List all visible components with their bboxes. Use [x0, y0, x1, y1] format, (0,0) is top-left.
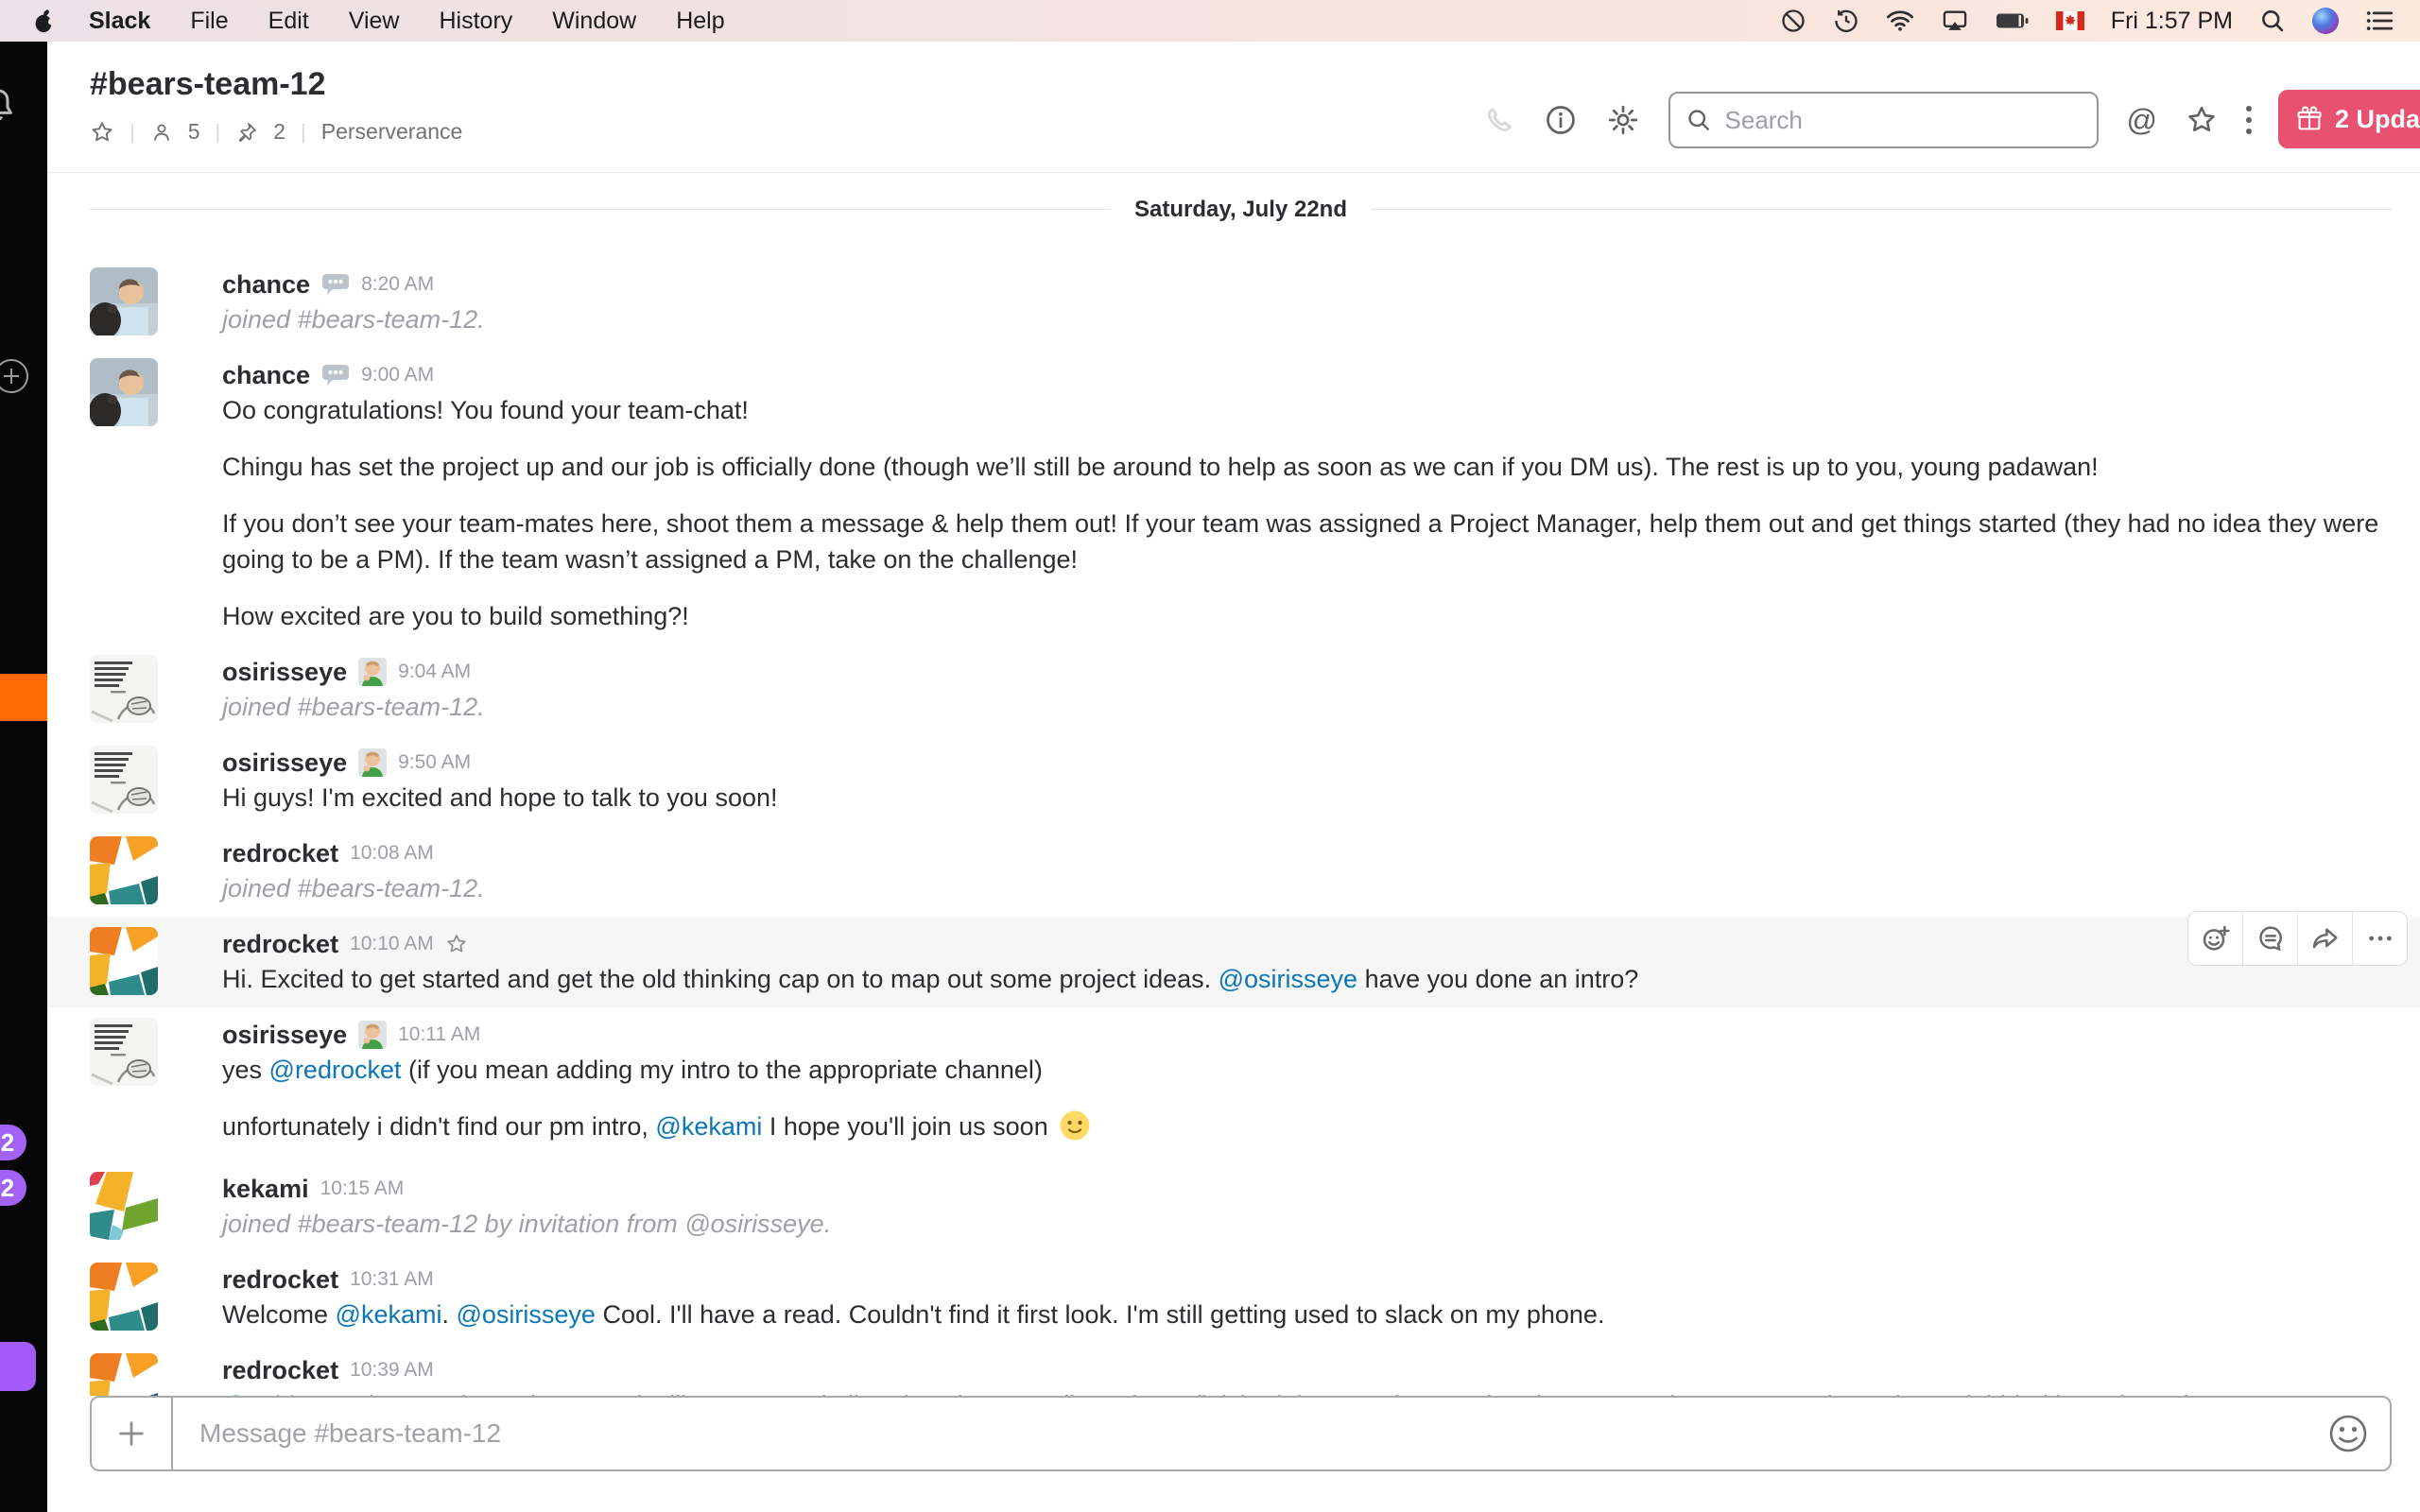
- message-input[interactable]: [173, 1398, 2390, 1469]
- siri-icon[interactable]: [2312, 8, 2339, 34]
- mention-link[interactable]: @osirisseye: [1218, 965, 1358, 993]
- pin-icon[interactable]: [235, 121, 258, 144]
- menu-file[interactable]: File: [190, 7, 229, 34]
- success-kid-emoji: [358, 748, 387, 777]
- call-icon[interactable]: [1483, 104, 1515, 136]
- message-text: Oo congratulations! You found your team-chat!: [222, 396, 749, 424]
- username[interactable]: kekami: [222, 1174, 309, 1203]
- workspace-tile-purple[interactable]: [0, 1342, 36, 1391]
- unread-badge[interactable]: 2: [0, 1125, 26, 1160]
- message-row[interactable]: [47, 644, 2420, 735]
- macos-menu-bar: [0, 0, 2420, 42]
- message-list[interactable]: [47, 172, 2420, 1512]
- star-channel-icon[interactable]: [90, 120, 114, 145]
- menu-view[interactable]: View: [348, 7, 400, 34]
- message-row[interactable]: [47, 1161, 2420, 1252]
- menu-edit[interactable]: Edit: [268, 7, 309, 34]
- timestamp[interactable]: 10:39 AM: [350, 1359, 434, 1381]
- search-box[interactable]: [1668, 92, 2099, 148]
- search-icon: [1685, 107, 1712, 133]
- menu-history[interactable]: History: [439, 7, 513, 34]
- message-text: If you don’t see your team-mates here, shoot them a message & help them out! If your team was assigned a Project Manager, help them out and get things started (they had no idea they were going to be a PM). If the team wasn’t assigned a PM, take on the challenge!: [222, 509, 2379, 574]
- channel-header: [47, 42, 2420, 173]
- attach-plus-button[interactable]: [92, 1398, 173, 1469]
- more-options-icon[interactable]: [2246, 106, 2252, 134]
- apple-menu-icon[interactable]: [32, 8, 55, 34]
- username[interactable]: osirisseye: [222, 1020, 348, 1049]
- share-icon[interactable]: [2297, 912, 2352, 965]
- canada-flag-icon: [2056, 11, 2084, 30]
- timestamp[interactable]: 10:11 AM: [398, 1023, 481, 1045]
- members-icon[interactable]: [150, 121, 173, 144]
- pins-count[interactable]: 2: [273, 119, 286, 144]
- avatar[interactable]: [90, 267, 158, 335]
- avatar[interactable]: [90, 746, 158, 814]
- slightly-smiling-emoji: [1059, 1109, 1091, 1151]
- airplay-icon[interactable]: [1941, 8, 1969, 34]
- menu-clock[interactable]: Fri 1:57 PM: [2110, 7, 2233, 34]
- message-text: How excited are you to build something?!: [222, 602, 689, 630]
- message-row[interactable]: [47, 348, 2420, 644]
- time-machine-icon[interactable]: [1833, 8, 1859, 34]
- system-text: joined #bears-team-12 by invitation from @osirisseye.: [222, 1210, 832, 1238]
- message-row[interactable]: [47, 826, 2420, 917]
- mention-link[interactable]: @kekami: [655, 1112, 763, 1141]
- message-row[interactable]: [47, 1252, 2420, 1343]
- channel-topic[interactable]: Perserverance: [320, 119, 463, 144]
- username[interactable]: chance: [222, 269, 311, 299]
- gear-icon[interactable]: [1606, 103, 1640, 137]
- channel-view: [47, 42, 2420, 1512]
- channel-meta: | 5 | 2 | Perserverance: [90, 119, 462, 145]
- username[interactable]: osirisseye: [222, 747, 348, 777]
- mention-link[interactable]: @osirisseye: [456, 1300, 596, 1329]
- unread-badge[interactable]: 2: [0, 1170, 26, 1206]
- menu-help[interactable]: Help: [676, 7, 725, 34]
- wifi-icon[interactable]: [1886, 9, 1914, 33]
- username[interactable]: redrocket: [222, 1264, 339, 1294]
- menu-window[interactable]: Window: [552, 7, 637, 34]
- avatar[interactable]: [90, 655, 158, 723]
- starred-items-icon[interactable]: [2186, 104, 2218, 136]
- system-text: joined #bears-team-12.: [222, 693, 485, 721]
- avatar[interactable]: [90, 358, 158, 426]
- success-kid-emoji: [358, 1021, 387, 1049]
- system-text: joined #bears-team-12.: [222, 305, 485, 334]
- info-icon[interactable]: [1544, 103, 1578, 137]
- mention-link[interactable]: @kekami: [335, 1300, 442, 1329]
- system-text: joined #bears-team-12.: [222, 874, 485, 902]
- message-row-hovered[interactable]: [47, 917, 2420, 1007]
- date-divider: [90, 191, 2392, 229]
- avatar[interactable]: [90, 927, 158, 995]
- battery-icon: [1996, 11, 2030, 30]
- spotlight-search-icon[interactable]: [2259, 8, 2286, 34]
- username[interactable]: redrocket: [222, 1355, 339, 1384]
- timestamp[interactable]: 9:50 AM: [398, 751, 472, 773]
- avatar[interactable]: [90, 1263, 158, 1331]
- timestamp[interactable]: 10:08 AM: [350, 842, 434, 864]
- message-row[interactable]: [47, 735, 2420, 826]
- timestamp[interactable]: 8:20 AM: [361, 273, 435, 295]
- channel-title[interactable]: #bears-team-12: [90, 66, 326, 102]
- workspace-rail: [0, 42, 47, 1512]
- members-count[interactable]: 5: [187, 119, 200, 144]
- mentions-icon[interactable]: @: [2126, 102, 2157, 137]
- avatar[interactable]: [90, 1018, 158, 1086]
- message-text: unfortunately i didn't find our pm intro, @kekami I hope you'll join us soon: [222, 1108, 2392, 1151]
- search-input[interactable]: [1723, 105, 2082, 136]
- thread-comment-icon[interactable]: [2242, 912, 2297, 965]
- message-text: Chingu has set the project up and our job is officially done (though we’ll still be around to help as soon as we can if you DM us). The rest is up to you, young padawan!: [222, 453, 2099, 481]
- mention-link[interactable]: @redrocket: [268, 1056, 402, 1084]
- speech-balloon-emoji: [321, 271, 350, 298]
- workspace-tile-orange[interactable]: [0, 674, 47, 721]
- success-kid-emoji: [358, 658, 387, 686]
- composer-area: [47, 1396, 2420, 1512]
- gift-icon: [2295, 105, 2324, 133]
- timestamp[interactable]: 9:04 AM: [398, 661, 472, 682]
- timestamp[interactable]: 10:31 AM: [350, 1268, 434, 1290]
- timestamp[interactable]: 10:10 AM: [350, 933, 434, 954]
- message-row[interactable]: [47, 257, 2420, 348]
- username[interactable]: redrocket: [222, 838, 339, 868]
- message-text: Hi. Excited to get started and get the old thinking cap on to map out some project ideas. @osirisseye have you done an intro?: [222, 965, 1639, 993]
- bell-icon[interactable]: [0, 85, 17, 129]
- updates-label: 2 Upda: [2335, 104, 2420, 133]
- message-actions-toolbar: [2187, 911, 2408, 966]
- message-row[interactable]: [47, 1007, 2420, 1161]
- starred-message-icon[interactable]: [445, 933, 468, 955]
- add-reaction-icon[interactable]: [2188, 912, 2242, 965]
- username[interactable]: osirisseye: [222, 657, 348, 686]
- add-workspace-icon[interactable]: [0, 358, 29, 394]
- timestamp[interactable]: 9:00 AM: [361, 364, 435, 386]
- message-text: yes @redrocket (if you mean adding my intro to the appropriate channel): [222, 1056, 1043, 1084]
- date-label[interactable]: Saturday, July 22nd: [1110, 191, 1372, 229]
- emoji-picker-icon[interactable]: [2327, 1413, 2369, 1459]
- avatar[interactable]: [90, 836, 158, 904]
- speech-balloon-emoji: [321, 362, 350, 388]
- message-text: Welcome @kekami. @osirisseye Cool. I'll have a read. Couldn't find it first look. I'm still getting used to slack on my phone.: [222, 1300, 1605, 1329]
- message-text: Hi guys! I'm excited and hope to talk to you soon!: [222, 783, 778, 812]
- username[interactable]: chance: [222, 360, 311, 389]
- message-composer[interactable]: [90, 1396, 2392, 1471]
- notification-center-icon[interactable]: [2365, 9, 2394, 33]
- more-actions-icon[interactable]: [2352, 912, 2407, 965]
- updates-button[interactable]: [2278, 90, 2420, 148]
- username[interactable]: redrocket: [222, 929, 339, 958]
- do-not-disturb-icon[interactable]: [1780, 8, 1806, 34]
- avatar[interactable]: [90, 1172, 158, 1240]
- menu-slack[interactable]: Slack: [89, 7, 151, 34]
- timestamp[interactable]: 10:15 AM: [320, 1177, 405, 1199]
